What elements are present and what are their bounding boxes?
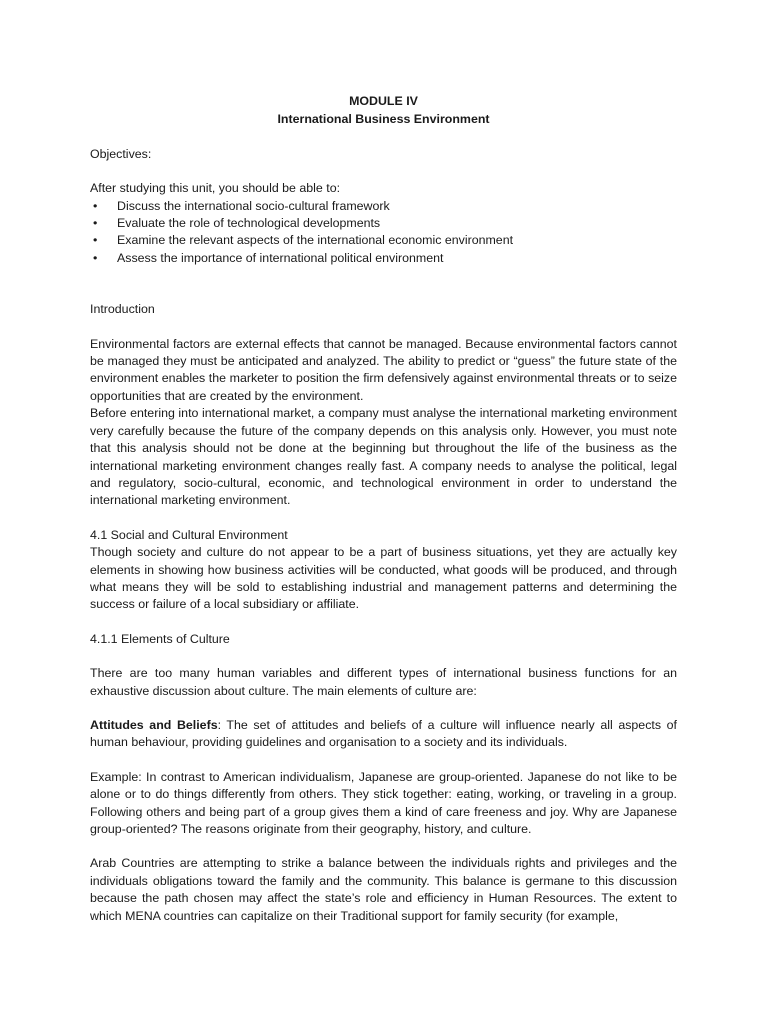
attitudes-beliefs-text: : The set of attitudes and beliefs of a culture will influence nearly all aspects of human behaviour, providing guidelines and organisation to a society and its individuals. (90, 717, 677, 750)
culture-elements-paragraph: There are too many human variables and different types of international business functions for an exhaustive discussion about culture. The main elements of culture are: (90, 666, 677, 698)
bullet-icon: • (93, 233, 98, 248)
objective-text: Assess the importance of international political environment (117, 250, 444, 265)
bullet-icon: • (93, 198, 98, 213)
arab-countries-paragraph: Arab Countries are attempting to strike a balance between the individuals rights and privileges and the individuals obligations toward the family and the community. This balance is germane to this discussion because the path chosen may affect the state’s role and efficiency in Human Resources. The extent to which MENA countries can capitalize on their Traditional support for family security (for example, (90, 856, 677, 923)
introduction-paragraph-1: Environmental factors are external effects that cannot be managed. Because environmental factors cannot be managed they must be anticipated and analyzed. The ability to predict or “guess” the future state of the environment enables the marketer to position the firm defensively against environmental threats or to seize opportunities that are created by the environment. (90, 336, 677, 403)
objective-item (90, 215, 677, 232)
objective-item (90, 232, 677, 249)
objective-item (90, 198, 677, 215)
document-page (90, 93, 677, 925)
objectives-list (90, 198, 677, 268)
objective-item (90, 250, 677, 267)
attitudes-beliefs-term: Attitudes and Beliefs (90, 717, 218, 732)
objective-text: Examine the relevant aspects of the international economic environment (117, 233, 514, 248)
example-paragraph: Example: In contrast to American individualism, Japanese are group-oriented. Japanese do not like to be alone or to do things differently from others. They stick together: eating, working, or traveling in a group. Following others and being part of a group gives them a kind of care freeness and joy. Why are Japanese group-oriented? The reasons originate from their geography, history, and culture. (90, 769, 677, 836)
objective-text: Discuss the international socio-cultural framework (117, 198, 390, 213)
module-title: MODULE IV (349, 94, 418, 108)
objective-text: Evaluate the role of technological developments (117, 216, 381, 231)
section-4-1-1-heading: 4.1.1 Elements of Culture (90, 631, 230, 646)
introduction-paragraph-2: Before entering into international market, a company must analyse the international marketing environment very carefully because the future of the company depends on this analysis only. However, you must note that this analysis should not be done at the beginning but throughout the life of the business as the international marketing environment changes really fast. A company needs to analyse the political, legal and regulatory, socio-cultural, economic, and technological environment in order to understand the international marketing environment. (90, 406, 677, 508)
objectives-label: Objectives: (90, 146, 152, 161)
attitudes-beliefs-paragraph (90, 717, 677, 752)
section-4-1-paragraph: Though society and culture do not appear to be a part of business situations, yet they are actually key elements in showing how business activities will be conducted, what goods will be produced, and through what means they will be sold to establishing industrial and management patterns and determining the success or failure of a local subsidiary or affiliate. (90, 545, 677, 612)
objectives-intro: After studying this unit, you should be able to: (90, 181, 341, 196)
bullet-icon: • (93, 250, 98, 265)
bullet-icon: • (93, 216, 98, 231)
introduction-heading: Introduction (90, 302, 155, 317)
module-subtitle: International Business Environment (277, 112, 490, 127)
section-4-1-heading: 4.1 Social and Cultural Environment (90, 527, 288, 542)
